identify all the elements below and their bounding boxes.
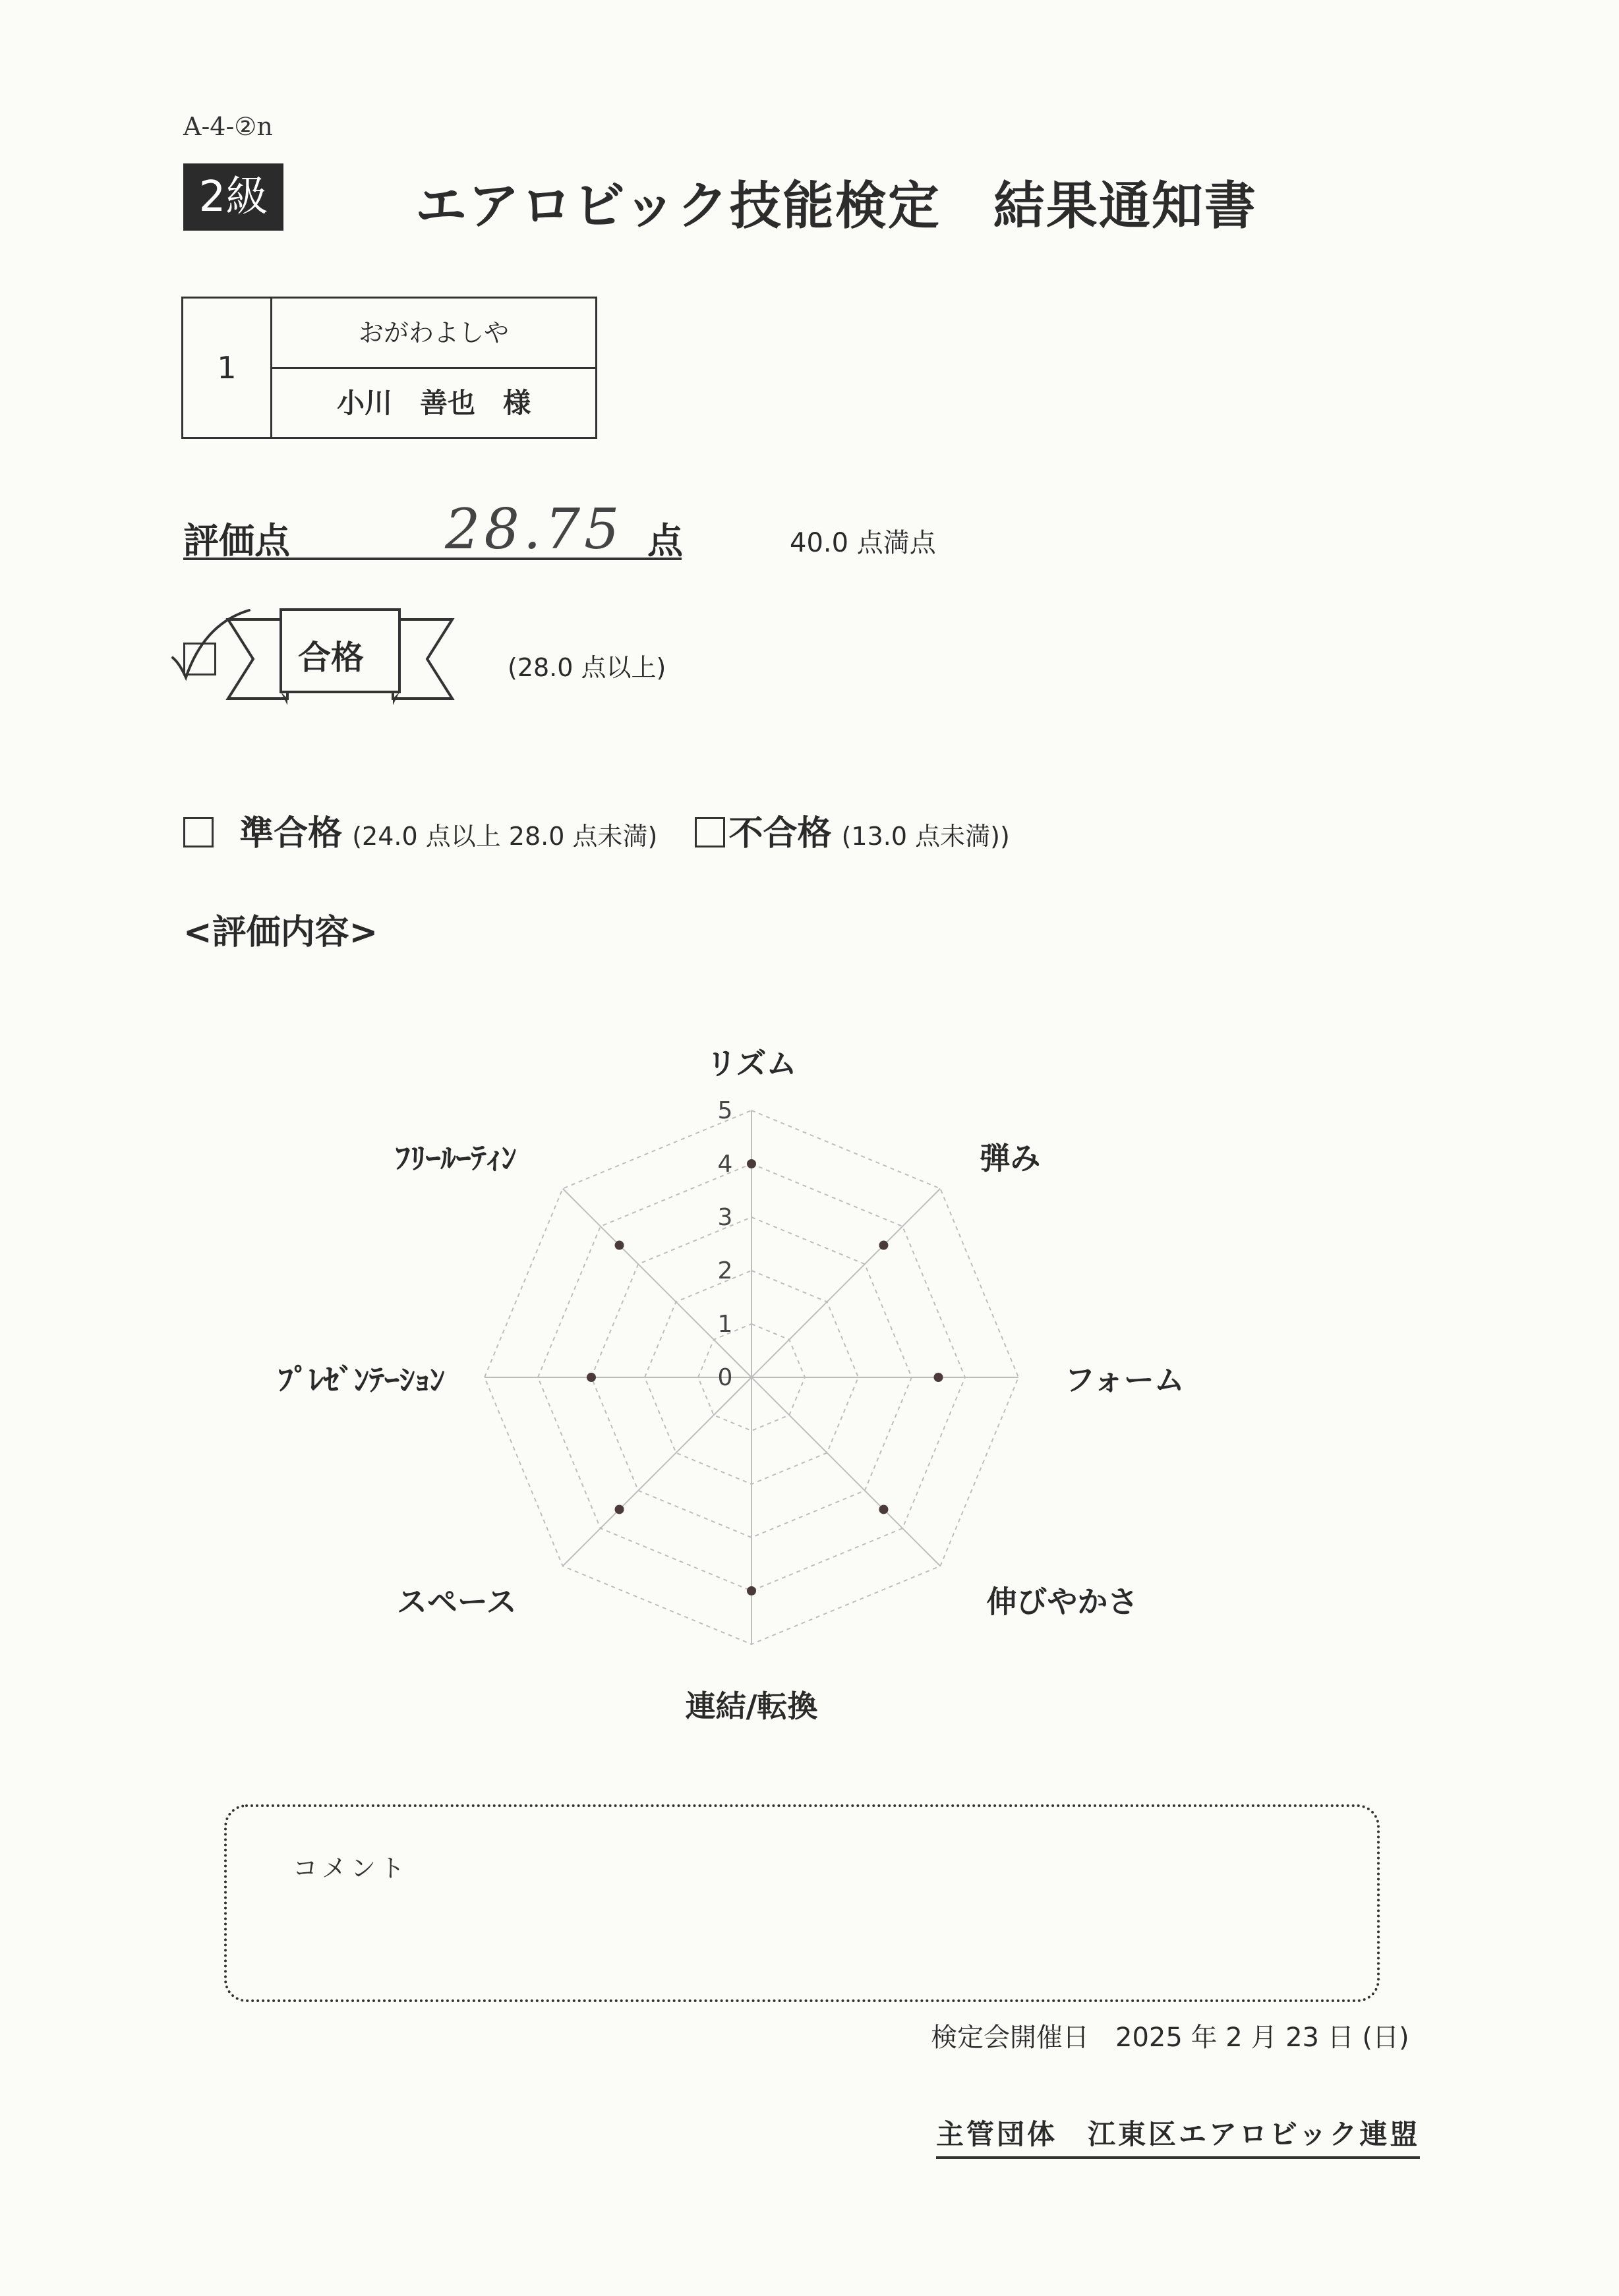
- axis-label-2: 弾み: [980, 1140, 1041, 1176]
- recipient-box: [181, 297, 597, 439]
- document-title: エアロビック技能検定 結果通知書: [415, 177, 1257, 236]
- recipient-name-kana: おがわよしや: [272, 299, 595, 369]
- fail-range: (13.0 点未満)): [841, 822, 1010, 851]
- event-date: 検定会開催日 2025 年 2 月 23 日 (日): [931, 2023, 1409, 2053]
- recipient-number: 1: [183, 299, 272, 437]
- fail-label: 不合格: [728, 814, 832, 853]
- data-point-7: [587, 1373, 596, 1382]
- radar-chart: [278, 1015, 1185, 1766]
- axis-label-4: 伸びやかさ: [986, 1584, 1138, 1620]
- tick-label-5: 5: [717, 1097, 733, 1124]
- comment-label: コメント: [293, 1854, 409, 1883]
- axis-label-7: ﾌﾟﾚｾﾞﾝﾃｰｼｮﾝ: [278, 1362, 445, 1398]
- grade-badge: 2級: [183, 163, 283, 231]
- data-point-8: [615, 1241, 624, 1250]
- semi-pass-label: 準合格: [239, 814, 343, 853]
- tick-label-3: 3: [717, 1204, 733, 1231]
- score-label: 評価点: [183, 520, 290, 561]
- fail-checkbox[interactable]: [695, 817, 725, 847]
- comment-box[interactable]: [224, 1804, 1380, 2002]
- score-value: 28.75: [445, 497, 624, 561]
- data-point-1: [747, 1159, 756, 1168]
- semi-pass-range: (24.0 点以上 28.0 点未満): [352, 822, 658, 851]
- score-unit: 点: [647, 520, 683, 561]
- tick-label-4: 4: [717, 1151, 733, 1178]
- semi-pass-checkbox[interactable]: [183, 817, 214, 847]
- axis-label-3: フォーム: [1065, 1362, 1185, 1398]
- document-code: A-4-②n: [183, 112, 273, 141]
- data-point-6: [615, 1505, 624, 1514]
- axis-label-1: リズム: [706, 1046, 797, 1081]
- pass-range: (28.0 点以上): [508, 653, 666, 682]
- axis-spoke-2: [751, 1189, 940, 1377]
- axis-label-5: 連結/転換: [685, 1688, 818, 1724]
- tick-label-2: 2: [717, 1257, 733, 1284]
- evaluation-section-title: <評価内容>: [183, 913, 378, 952]
- axis-label-8: ﾌﾘｰﾙｰﾃｨﾝ: [395, 1140, 517, 1176]
- score-underline: [183, 558, 682, 560]
- data-point-2: [879, 1241, 888, 1250]
- data-point-5: [747, 1586, 756, 1595]
- recipient-name-kanji: 小川 善也 様: [336, 387, 531, 419]
- pass-label: 合格: [298, 639, 364, 677]
- tick-label-0: 0: [717, 1364, 733, 1391]
- other-results-row: [183, 805, 1010, 855]
- tick-label-1: 1: [717, 1311, 733, 1338]
- axis-label-6: スペース: [396, 1584, 517, 1620]
- organizer: 主管団体 江東区エアロビック連盟: [936, 2113, 1420, 2159]
- score-max: 40.0 点満点: [790, 528, 936, 558]
- data-point-4: [879, 1505, 888, 1514]
- data-point-3: [934, 1373, 943, 1382]
